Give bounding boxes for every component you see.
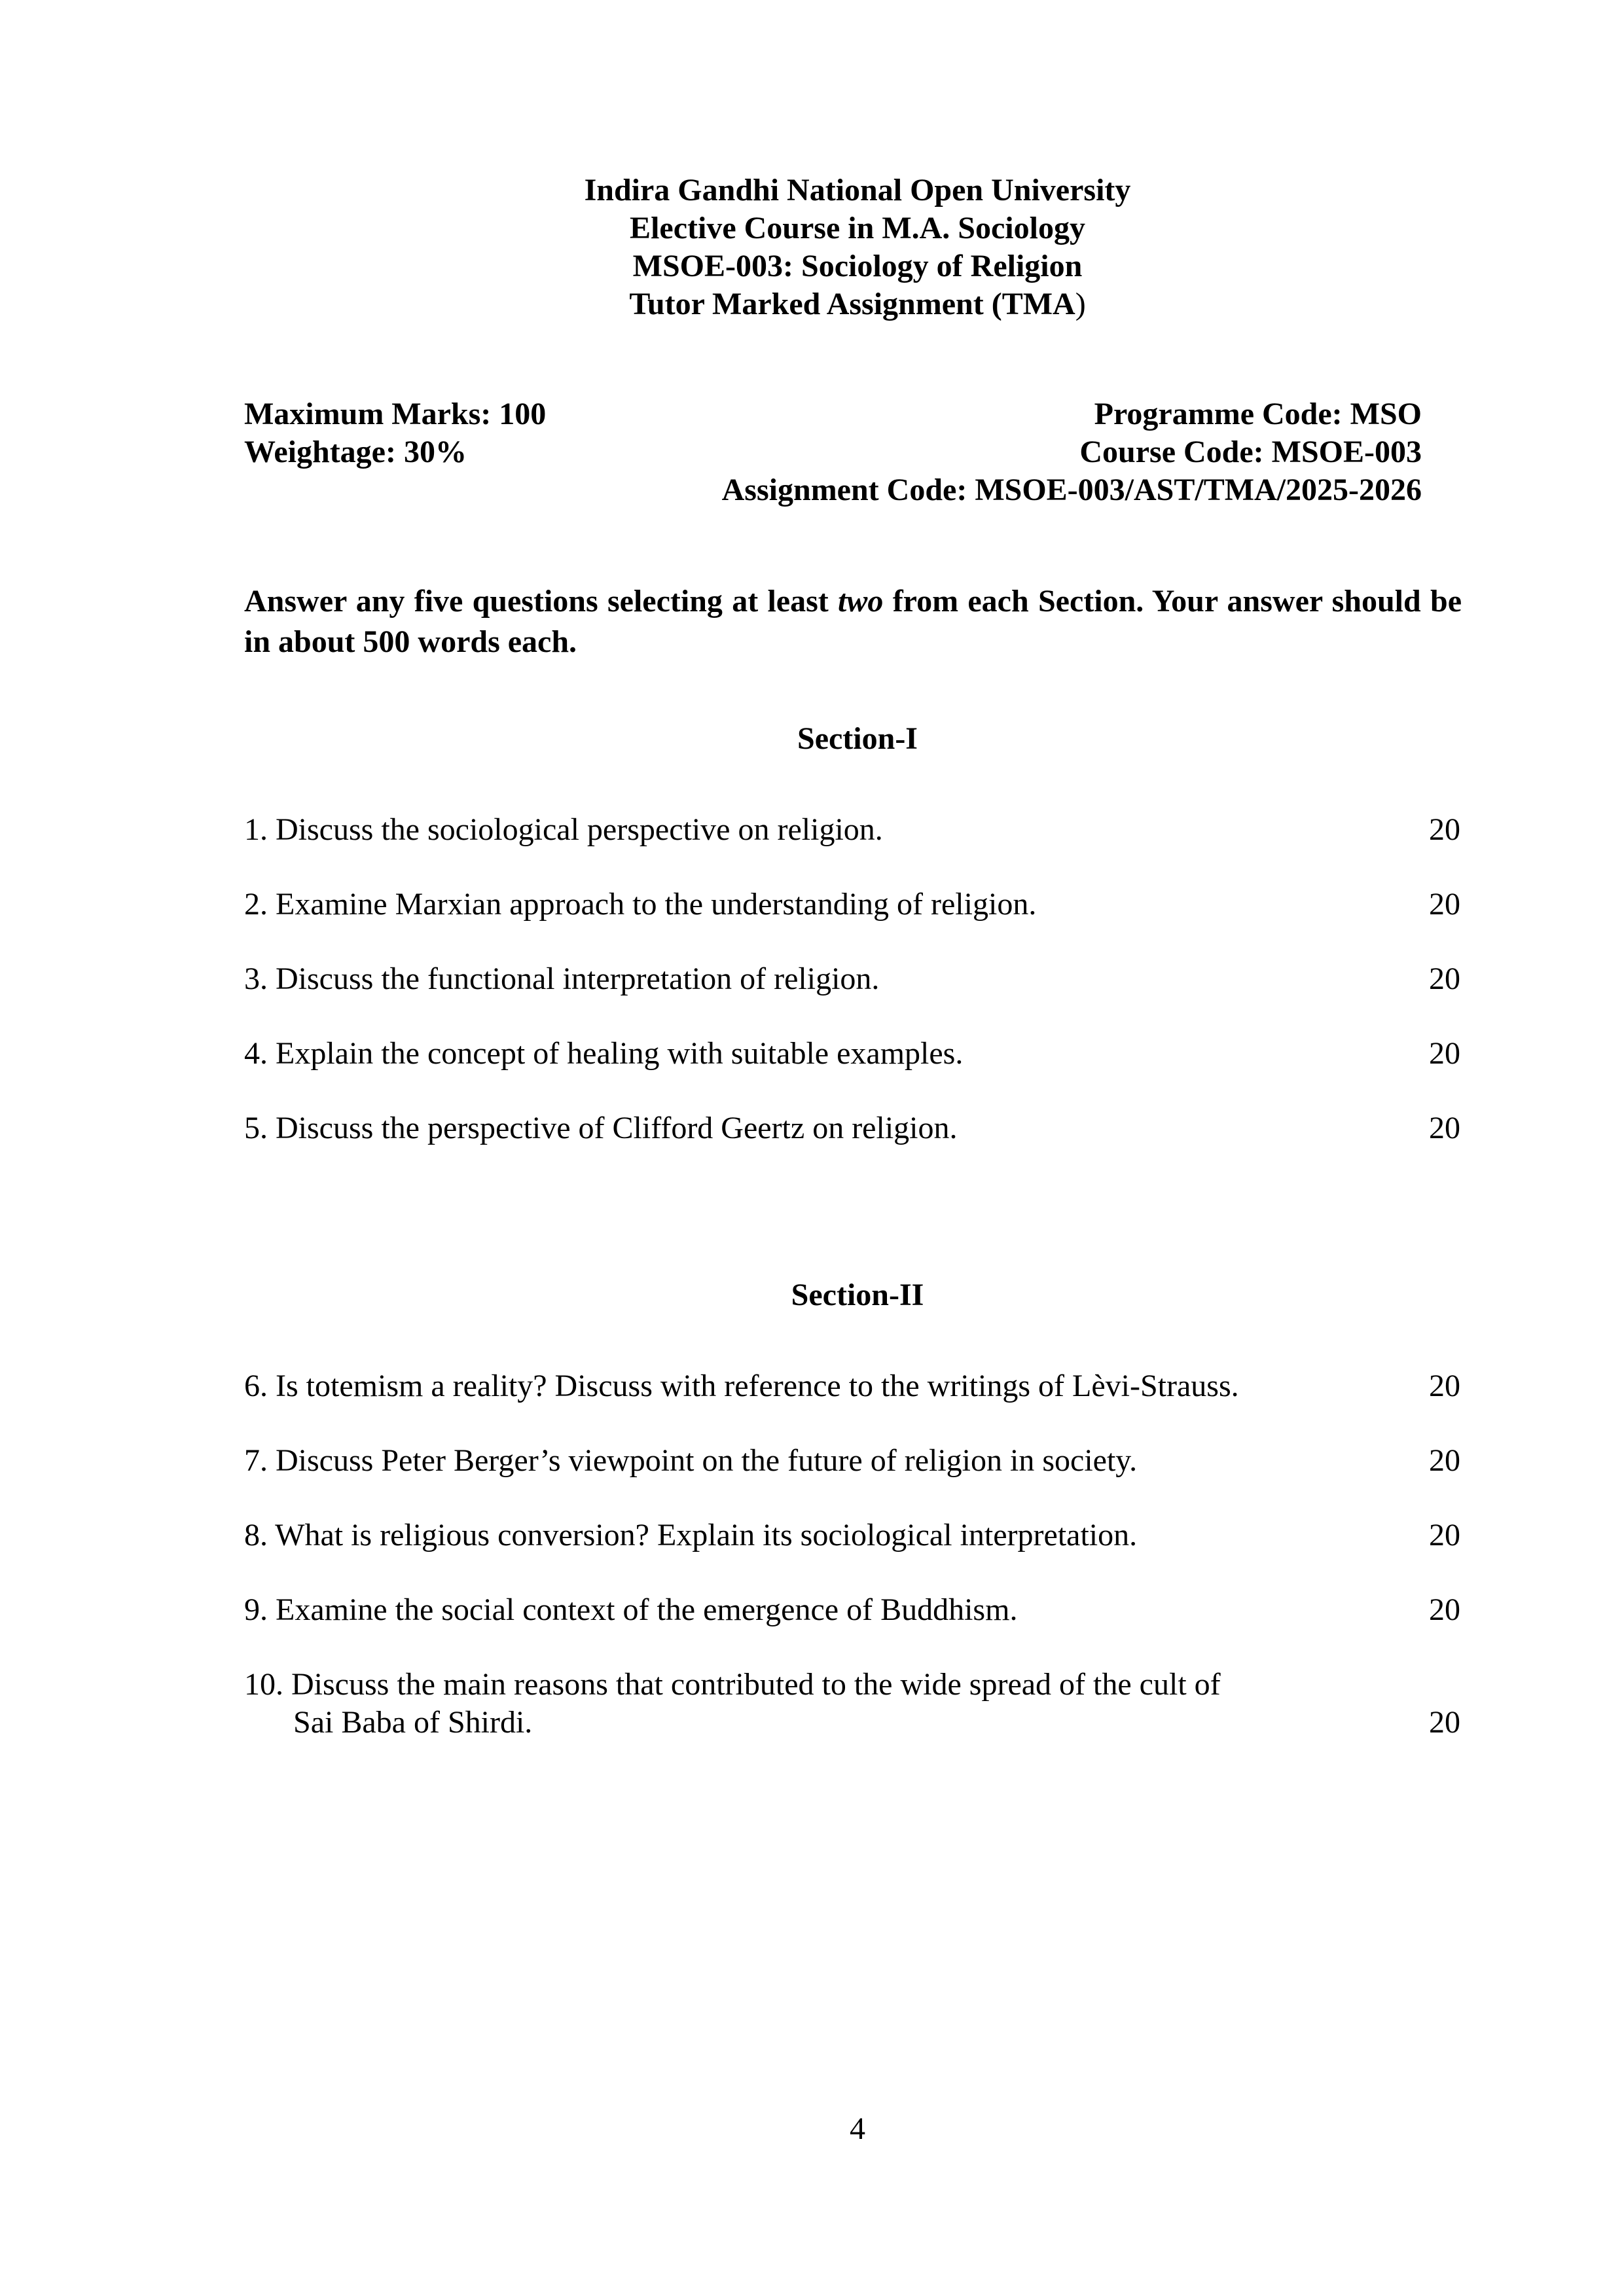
question-marks: 20 (1429, 961, 1460, 996)
question-text-continuation: Sai Baba of Shirdi. (293, 1705, 533, 1740)
meta-left-block (244, 395, 546, 471)
instructions-emphasis: two (838, 584, 884, 619)
university-name: Indira Gandhi National Open University (584, 173, 1131, 207)
course-title: MSOE-003: Sociology of Religion (632, 249, 1083, 283)
question-text: 1. Discuss the sociological perspective on religion. (244, 812, 883, 847)
question-4 (244, 1035, 1460, 1073)
question-text: 9. Examine the social context of the emergence of Buddhism. (244, 1592, 1018, 1627)
question-text: 8. What is religious conversion? Explain its sociological interpretation. (244, 1518, 1138, 1552)
question-10 (244, 1666, 1460, 1742)
question-text: 6. Is totemism a reality? Discuss with reference to the writings of Lèvi-Strauss. (244, 1369, 1239, 1403)
question-9 (244, 1591, 1460, 1629)
document-header (0, 171, 1624, 323)
max-marks: Maximum Marks: 100 (244, 397, 547, 431)
question-marks: 20 (1429, 1111, 1460, 1145)
question-6 (244, 1367, 1460, 1405)
question-text: 5. Discuss the perspective of Clifford Geertz on religion. (244, 1111, 958, 1145)
question-marks: 20 (1429, 1369, 1460, 1403)
question-3 (244, 960, 1460, 998)
course-type: Elective Course in M.A. Sociology (630, 211, 1085, 245)
question-text: 2. Examine Marxian approach to the understanding of religion. (244, 887, 1037, 922)
question-1 (244, 811, 1460, 849)
question-marks: 20 (1429, 1518, 1460, 1552)
meta-right-block (722, 395, 1422, 509)
question-text: 10. Discuss the main reasons that contributed to the wide spread of the cult of (244, 1667, 1221, 1702)
programme-code: Programme Code: MSO (1094, 397, 1422, 431)
question-2 (244, 886, 1460, 924)
section-2-title: Section-II (791, 1278, 924, 1312)
question-marks: 20 (1429, 812, 1460, 847)
question-text: 4. Explain the concept of healing with suitable examples. (244, 1036, 964, 1071)
assignment-code: Assignment Code: MSOE-003/AST/TMA/2025-2026 (721, 473, 1422, 507)
question-marks: 20 (1429, 1443, 1460, 1478)
instructions-after: from each Section. Your answer should be in about 500 words each. (244, 584, 1462, 659)
question-marks: 20 (1429, 1705, 1460, 1740)
question-text: 3. Discuss the functional interpretation of religion. (244, 961, 880, 996)
section-1-title: Section-I (797, 721, 918, 756)
question-7 (244, 1442, 1460, 1480)
instructions-before: Answer any five questions selecting at least (244, 584, 839, 619)
page-number: 4 (850, 2111, 865, 2146)
question-marks: 20 (1429, 887, 1460, 922)
course-code: Course Code: MSOE-003 (1079, 435, 1422, 469)
question-text: 7. Discuss Peter Berger’s viewpoint on the future of religion in society. (244, 1443, 1138, 1478)
weightage: Weightage: 30% (244, 435, 467, 469)
question-8 (244, 1516, 1460, 1554)
question-marks: 20 (1429, 1036, 1460, 1071)
question-marks: 20 (1429, 1592, 1460, 1627)
assignment-type-prefix: Tutor Marked Assignment (TMA (629, 287, 1075, 321)
instructions (244, 581, 1462, 662)
assignment-type (0, 285, 1624, 323)
assignment-type-suffix: ) (1075, 287, 1086, 321)
question-5 (244, 1109, 1460, 1147)
